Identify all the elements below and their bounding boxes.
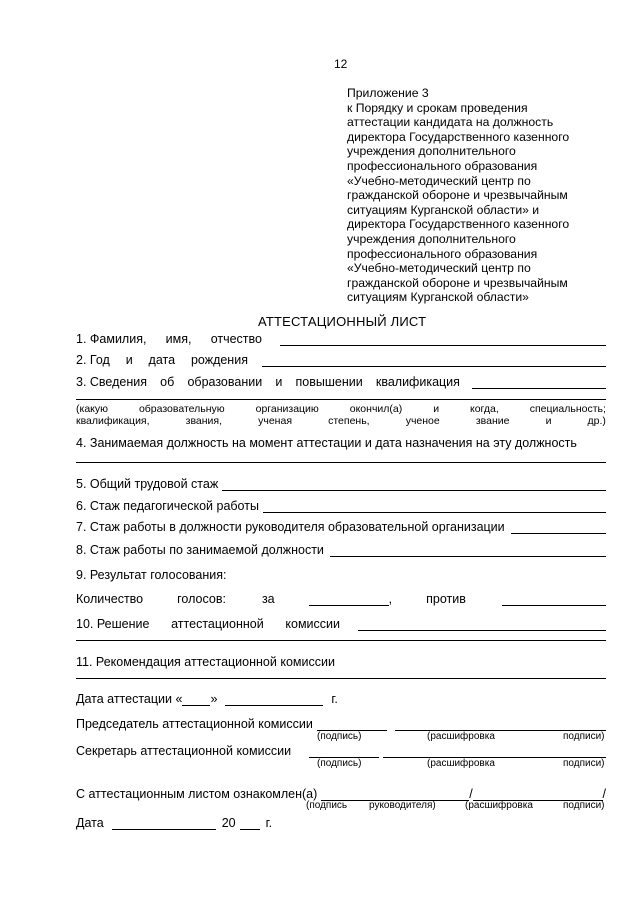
- appendix-line: «Учебно-методический центр по: [347, 261, 531, 276]
- field-decision: 10. Решение аттестационной комиссии: [76, 615, 606, 631]
- appendix-line: к Порядку и срокам проведения: [347, 100, 528, 115]
- birthdate-input-line[interactable]: [262, 354, 606, 367]
- ack-signature-caption: подписи): [563, 800, 605, 811]
- appendix-line: директора Государственного казенного: [347, 129, 570, 144]
- field-votes: Количество голосов: за , против: [76, 590, 606, 606]
- field-recommendation: 11. Рекомендация аттестационной комиссии: [76, 655, 335, 669]
- appendix-line: Приложение 3: [347, 86, 429, 100]
- appendix-line: «Учебно-методический центр по: [347, 173, 531, 188]
- votes-against-input-line[interactable]: [502, 593, 606, 606]
- decision-input-line-2[interactable]: [76, 640, 606, 641]
- appendix-header: [347, 86, 627, 305]
- page-number: 12: [334, 57, 348, 71]
- appendix-line: ситуациям Курганской области»: [347, 290, 529, 305]
- recommendation-input-line[interactable]: [76, 678, 606, 679]
- field-birthdate: 2. Год и дата рождения: [76, 351, 606, 367]
- total-experience-input-line[interactable]: [222, 478, 606, 491]
- appendix-line: аттестации кандидата на должность: [347, 115, 554, 130]
- chairman-sign-caption: (подпись): [317, 731, 362, 742]
- ack-head-caption: руководителя): [369, 800, 436, 811]
- secretary-decode-caption: (расшифровка: [427, 758, 495, 769]
- appendix-line: гражданской обороне и чрезвычайным: [347, 188, 568, 203]
- field-total-experience: 5. Общий трудовой стаж: [76, 475, 606, 491]
- field-chairman: Председатель аттестационной комиссии: [76, 715, 606, 731]
- chairman-signature-caption: подписи): [563, 731, 605, 742]
- field-acquainted: С аттестационным листом ознакомлен(а) / /: [76, 787, 606, 801]
- final-date-input-line[interactable]: [112, 817, 216, 830]
- secretary-sign-caption: (подпись): [317, 758, 362, 769]
- appendix-line: директора Государственного казенного: [347, 217, 570, 232]
- field-voting-result: 9. Результат голосования:: [76, 568, 227, 582]
- attestation-day-input-line[interactable]: [182, 693, 210, 706]
- field-attestation-date: Дата аттестации « » г.: [76, 692, 338, 706]
- ack-sign-caption: (подпись: [306, 800, 348, 811]
- appendix-line: профессионального образования: [347, 246, 538, 261]
- attestation-month-input-line[interactable]: [225, 693, 323, 706]
- education-input-line[interactable]: [472, 376, 606, 389]
- appendix-line: учреждения дополнительного: [347, 231, 516, 246]
- secretary-signature-caption: подписи): [563, 758, 605, 769]
- education-hint: (какую образовательную организацию окончил(а) и когда, специальность; квалификация, звания, ученая степень, ученое звание и др.): [76, 403, 606, 427]
- decision-input-line[interactable]: [358, 618, 606, 631]
- secretary-signature-line[interactable]: [309, 745, 379, 758]
- secretary-name-line[interactable]: [383, 745, 606, 758]
- teaching-experience-input-line[interactable]: [263, 500, 606, 513]
- votes-for-input-line[interactable]: [309, 593, 389, 606]
- chairman-decode-caption: (расшифровка: [427, 731, 495, 742]
- fullname-input-line[interactable]: [280, 333, 606, 346]
- education-input-line-2[interactable]: [76, 399, 606, 400]
- field-teaching-experience: 6. Стаж педагогической работы: [76, 497, 606, 513]
- management-experience-input-line[interactable]: [511, 521, 606, 534]
- final-year-input-line[interactable]: [240, 817, 260, 830]
- position-input-line[interactable]: [76, 462, 606, 463]
- appendix-line: профессионального образования: [347, 158, 538, 173]
- field-secretary: Секретарь аттестационной комиссии: [76, 742, 606, 758]
- field-current-position-experience: 8. Стаж работы по занимаемой должности: [76, 541, 606, 557]
- chairman-name-line[interactable]: [395, 718, 606, 731]
- field-position: 4. Занимаемая должность на момент аттестации и дата назначения на эту должность: [76, 436, 577, 450]
- current-position-experience-input-line[interactable]: [330, 544, 606, 557]
- appendix-line: учреждения дополнительного: [347, 144, 516, 159]
- appendix-line: ситуациям Курганской области» и: [347, 202, 540, 217]
- field-fullname: 1. Фамилия, имя, отчество: [76, 330, 606, 346]
- field-final-date: Дата 20 г.: [76, 816, 273, 830]
- field-education: 3. Сведения об образовании и повышении квалификация: [76, 373, 606, 389]
- chairman-signature-line[interactable]: [317, 718, 387, 731]
- appendix-line: гражданской обороне и чрезвычайным: [347, 275, 568, 290]
- field-management-experience: 7. Стаж работы в должности руководителя образовательной организации: [76, 518, 606, 534]
- ack-decode-caption: (расшифровка: [465, 800, 533, 811]
- document-title: АТТЕСТАЦИОННЫЙ ЛИСТ: [258, 314, 427, 329]
